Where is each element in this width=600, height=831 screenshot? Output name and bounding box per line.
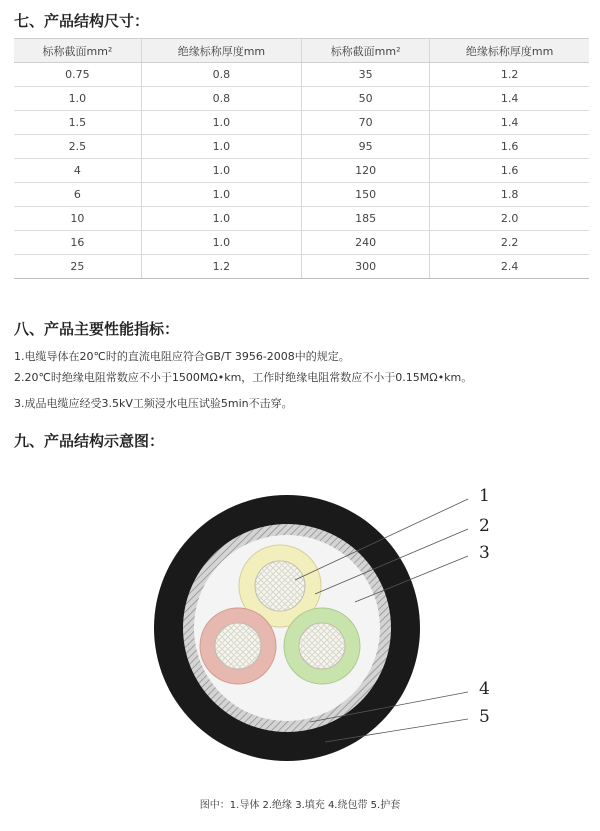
performance-item-1: 1.电缆导体在20℃时的直流电阻应符合GB/T 3956-2008中的规定。: [14, 350, 350, 363]
table-cell: 1.6: [430, 159, 589, 183]
table-cell: 1.0: [141, 111, 301, 135]
table-cell: 0.8: [141, 87, 301, 111]
structure-dimensions-table: [14, 38, 589, 279]
table-cell: 185: [301, 207, 429, 231]
table-row: [14, 255, 589, 279]
table-row: [14, 63, 589, 87]
table-cell: 2.0: [430, 207, 589, 231]
table-cell: 240: [301, 231, 429, 255]
table-cell: 150: [301, 183, 429, 207]
table-cell: 1.8: [430, 183, 589, 207]
table-row: [14, 135, 589, 159]
table-cell: 95: [301, 135, 429, 159]
table-cell: 1.6: [430, 135, 589, 159]
table-cell: 1.0: [14, 87, 141, 111]
table-cell: 4: [14, 159, 141, 183]
table-header-row: [14, 39, 589, 63]
table-cell: 0.75: [14, 63, 141, 87]
callout-4: 4: [479, 679, 490, 699]
section-9-title: 九、产品结构示意图：: [14, 432, 165, 450]
table-row: [14, 159, 589, 183]
table-cell: 1.0: [141, 135, 301, 159]
cable-cross-section-diagram: [150, 484, 510, 764]
table-row: [14, 111, 589, 135]
table-row: [14, 207, 589, 231]
table-row: [14, 87, 589, 111]
table-cell: 1.4: [430, 87, 589, 111]
table-cell: 0.8: [141, 63, 301, 87]
conductor-core-right: [299, 623, 345, 669]
table-cell: 6: [14, 183, 141, 207]
header-cross-section-1: 标称截面mm²: [14, 39, 141, 63]
callout-3: 3: [479, 543, 490, 563]
table-cell: 1.0: [141, 183, 301, 207]
table-cell: 1.2: [141, 255, 301, 279]
table-cell: 1.0: [141, 231, 301, 255]
table-cell: 1.5: [14, 111, 141, 135]
table-cell: 70: [301, 111, 429, 135]
header-insulation-thickness-2: 绝缘标称厚度mm: [430, 39, 589, 63]
table-cell: 2.5: [14, 135, 141, 159]
table-cell: 35: [301, 63, 429, 87]
table-cell: 120: [301, 159, 429, 183]
section-8-title: 八、产品主要性能指标：: [14, 320, 180, 338]
table-cell: 300: [301, 255, 429, 279]
performance-item-3: 3.成品电缆应经受3.5kV工频浸水电压试验5min不击穿。: [14, 397, 293, 410]
performance-item-2: 2.20℃时绝缘电阻常数应不小于1500MΩ•km，工作时绝缘电阻常数应不小于0.15MΩ•km。: [14, 371, 473, 384]
table-cell: 16: [14, 231, 141, 255]
table-row: [14, 183, 589, 207]
table-cell: 2.4: [430, 255, 589, 279]
table-cell: 1.4: [430, 111, 589, 135]
table-cell: 2.2: [430, 231, 589, 255]
callout-5: 5: [479, 707, 490, 727]
table-cell: 1.0: [141, 159, 301, 183]
table-cell: 25: [14, 255, 141, 279]
conductor-core-top: [255, 561, 305, 611]
table-cell: 1.2: [430, 63, 589, 87]
table-cell: 1.0: [141, 207, 301, 231]
section-7-title: 七、产品结构尺寸：: [14, 12, 150, 30]
callout-1: 1: [479, 486, 490, 506]
header-insulation-thickness-1: 绝缘标称厚度mm: [141, 39, 301, 63]
table-row: [14, 231, 589, 255]
header-cross-section-2: 标称截面mm²: [301, 39, 429, 63]
conductor-core-left: [215, 623, 261, 669]
table-cell: 10: [14, 207, 141, 231]
table-cell: 50: [301, 87, 429, 111]
diagram-caption: 图中：1.导体 2.绝缘 3.填充 4.绕包带 5.护套: [199, 800, 401, 811]
callout-2: 2: [479, 516, 490, 536]
